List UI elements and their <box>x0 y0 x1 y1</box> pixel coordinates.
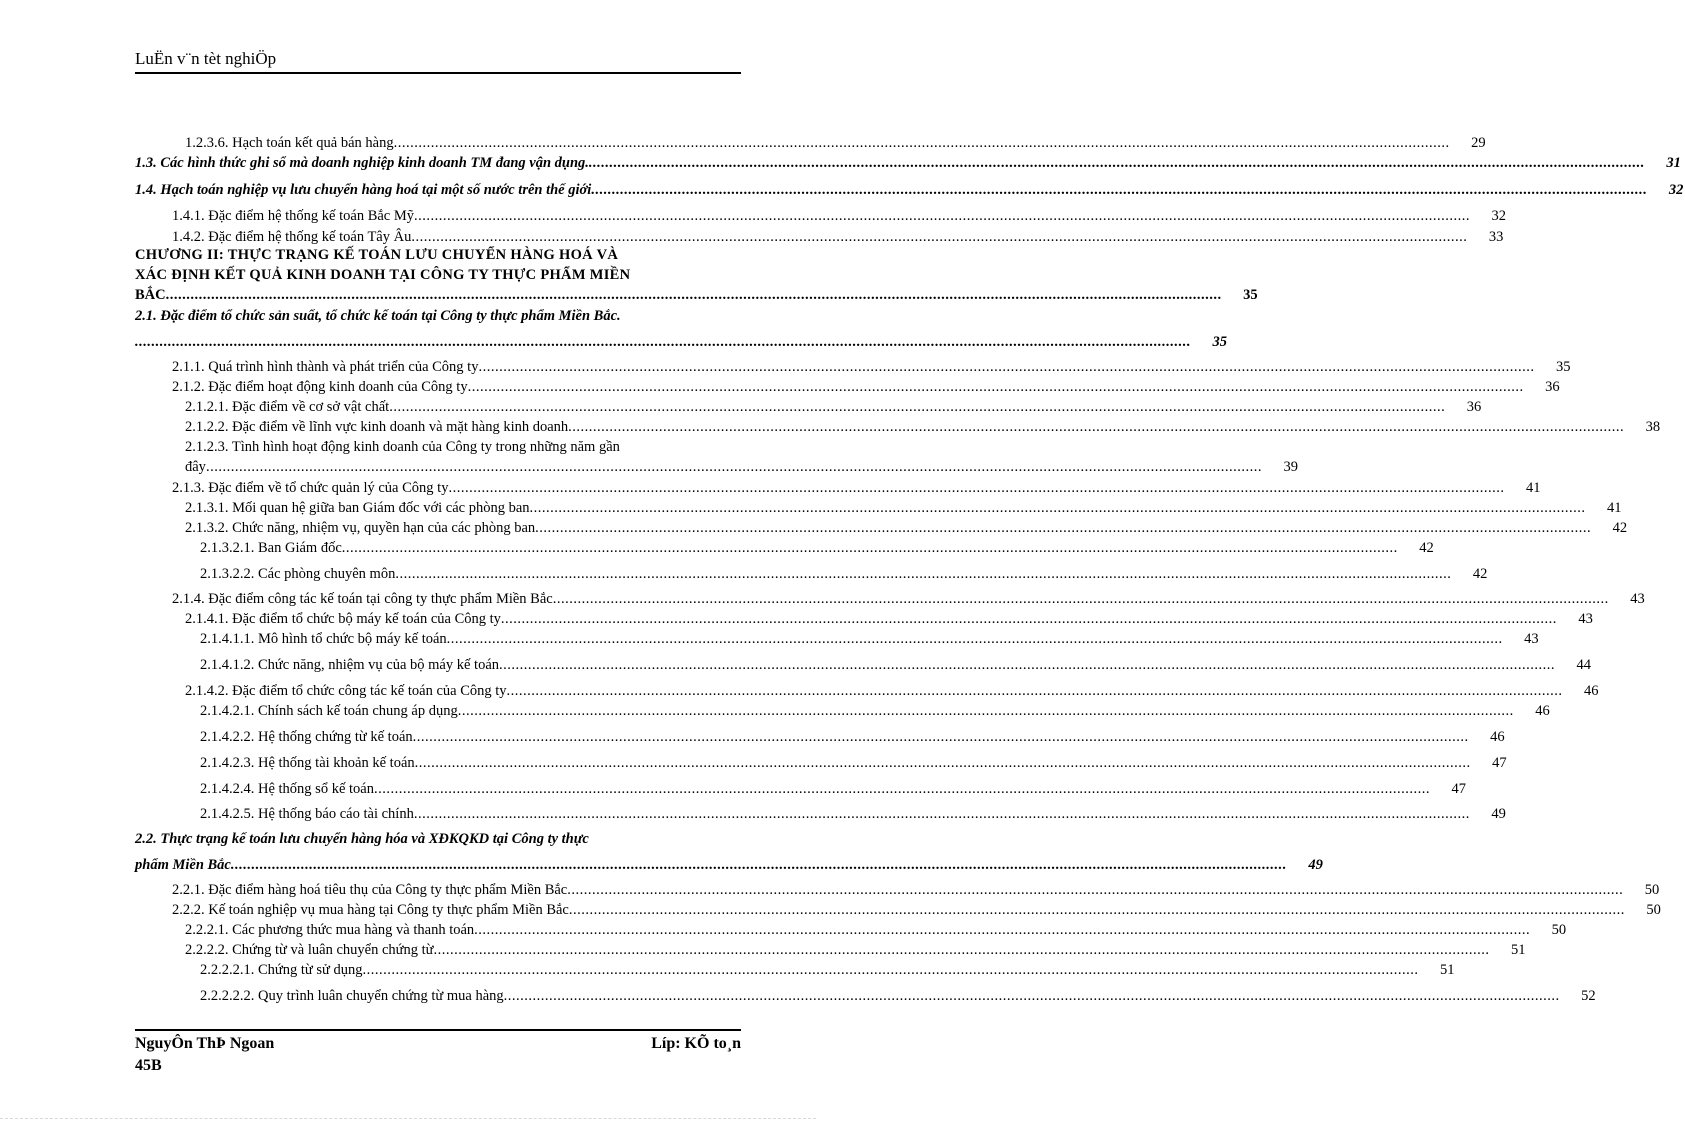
toc-section-dots: ..... 35 <box>135 332 741 352</box>
toc-entry[interactable]: 2.1.4.2.2. Hệ thống chứng từ kế toán ..... 46 <box>200 727 741 747</box>
header-title: LuËn v¨n tèt nghiÖp <box>135 49 277 68</box>
toc-entry[interactable]: 2.2.1. Đặc điểm hàng hoá tiêu thụ của Công ty thực phẩm Miền Bắc ..... 50 <box>172 880 741 900</box>
toc-entry[interactable]: 2.2.2.1. Các phương thức mua hàng và thanh toán ..... 50 <box>185 920 741 940</box>
toc-entry[interactable]: 2.1.4.1. Đặc điểm tổ chức bộ máy kế toán của Công ty ..... 43 <box>185 609 741 629</box>
toc-entry[interactable]: 2.2.2.2. Chứng từ và luân chuyển chứng từ ..... 51 <box>185 940 741 960</box>
page-bottom-edge <box>0 1118 816 1119</box>
toc-section-heading[interactable]: 2.1. Đặc điểm tổ chức sản suất, tổ chức kế toán tại Công ty thực phẩm Miền Bắc. <box>135 308 621 324</box>
toc-entry[interactable]: 1.4.2. Đặc điểm hệ thống kế toán Tây Âu ..... 33 <box>172 227 741 247</box>
toc-section[interactable]: 1.3. Các hình thức ghi sổ mà doanh nghiệp kinh doanh TM đang vận dụng. ..... 31 <box>135 153 741 173</box>
footer-author: NguyÔn ThÞ Ngoan <box>135 1035 275 1052</box>
chapter-heading[interactable] <box>135 245 741 285</box>
toc-entry[interactable]: 2.1.2.1. Đặc điểm về cơ sở vật chất ..... 36 <box>185 397 741 417</box>
toc-entry[interactable]: 2.1.3.2.1. Ban Giám đốc ..... 42 <box>200 538 741 558</box>
toc-entry[interactable]: 2.1.4.2.4. Hệ thống sổ kế toán ..... 47 <box>200 779 741 799</box>
toc-entry[interactable]: 2.1.2.2. Đặc điểm về lĩnh vực kinh doanh và mặt hàng kinh doanh ..... 38 <box>185 417 741 437</box>
toc-entry[interactable]: 2.1.3.2. Chức năng, nhiệm vụ, quyền hạn của các phòng ban ..... 42 <box>185 518 741 538</box>
toc-entry[interactable]: 2.1.4.1.1. Mô hình tổ chức bộ máy kế toán ..... 43 <box>200 629 741 649</box>
footer-divider <box>135 1029 741 1031</box>
toc-section[interactable]: phẩm Miền Bắc ..... 49 <box>135 855 741 875</box>
toc-section-heading[interactable]: 2.2. Thực trạng kế toán lưu chuyển hàng hóa và XĐKQKD tại Công ty thực <box>135 831 589 847</box>
toc-entry[interactable]: 2.1.4.2.5. Hệ thống báo cáo tài chính ..... 49 <box>200 804 741 824</box>
toc-entry[interactable]: 2.1.4.2.1. Chính sách kế toán chung áp dụng ..... 46 <box>200 701 741 721</box>
toc-chapter-line[interactable]: BẮC ..... 35 <box>135 285 741 305</box>
toc-entry-first-line[interactable]: 2.1.2.3. Tình hình hoạt động kinh doanh của Công ty trong những năm gần <box>185 439 620 455</box>
footer-class: Líp: KÕ to¸n <box>651 1035 741 1052</box>
toc-entry[interactable]: 2.1.2. Đặc điểm hoạt động kinh doanh của Công ty ..... 36 <box>172 377 741 397</box>
toc-entry[interactable]: 2.1.1. Quá trình hình thành và phát triển của Công ty ..... 35 <box>172 357 741 377</box>
toc-entry[interactable]: 2.2.2.2.1. Chứng từ sử dụng ..... 51 <box>200 960 741 980</box>
footer-cohort: 45B <box>135 1057 162 1074</box>
toc-entry[interactable]: 2.2.2. Kế toán nghiệp vụ mua hàng tại Công ty thực phẩm Miền Bắc ..... 50 <box>172 900 741 920</box>
toc-section[interactable]: 1.4. Hạch toán nghiệp vụ lưu chuyển hàng hoá tại một số nước trên thế giới ..... 32 <box>135 180 741 200</box>
toc-entry[interactable]: 2.1.4.1.2. Chức năng, nhiệm vụ của bộ máy kế toán ..... 44 <box>200 655 741 675</box>
toc-entry[interactable]: 2.2.2.2.2. Quy trình luân chuyển chứng từ mua hàng ..... 52 <box>200 986 741 1006</box>
toc-entry[interactable]: 2.1.4. Đặc điểm công tác kế toán tại công ty thực phẩm Miền Bắc ..... 43 <box>172 589 741 609</box>
toc-entry[interactable]: 1.2.3.6. Hạch toán kết quả bán hàng ..... 29 <box>185 133 741 153</box>
chapter-heading-line: CHƯƠNG II: THỰC TRẠNG KẾ TOÁN LƯU CHUYỂN HÀNG HOÁ VÀ <box>135 247 619 263</box>
toc-entry[interactable]: đây ..... 39 <box>185 457 741 477</box>
chapter-heading-line: XÁC ĐỊNH KẾT QUẢ KINH DOANH TẠI CÔNG TY THỰC PHẨM MIỀN <box>135 267 631 283</box>
toc-entry[interactable]: 2.1.3.2.2. Các phòng chuyên môn ..... 42 <box>200 564 741 584</box>
toc-entry[interactable]: 2.1.3. Đặc điểm về tổ chức quản lý của Công ty ..... 41 <box>172 478 741 498</box>
toc-entry[interactable]: 1.4.1. Đặc điểm hệ thống kế toán Bắc Mỹ ..... 32 <box>172 206 741 226</box>
page-header <box>135 48 741 74</box>
toc-entry[interactable]: 2.1.4.2. Đặc điểm tổ chức công tác kế toán của Công ty ..... 46 <box>185 681 741 701</box>
toc-entry[interactable]: 2.1.4.2.3. Hệ thống tài khoản kế toán ..... 47 <box>200 753 741 773</box>
toc-entry[interactable]: 2.1.3.1. Mối quan hệ giữa ban Giám đốc với các phòng ban ..... 41 <box>185 498 741 518</box>
